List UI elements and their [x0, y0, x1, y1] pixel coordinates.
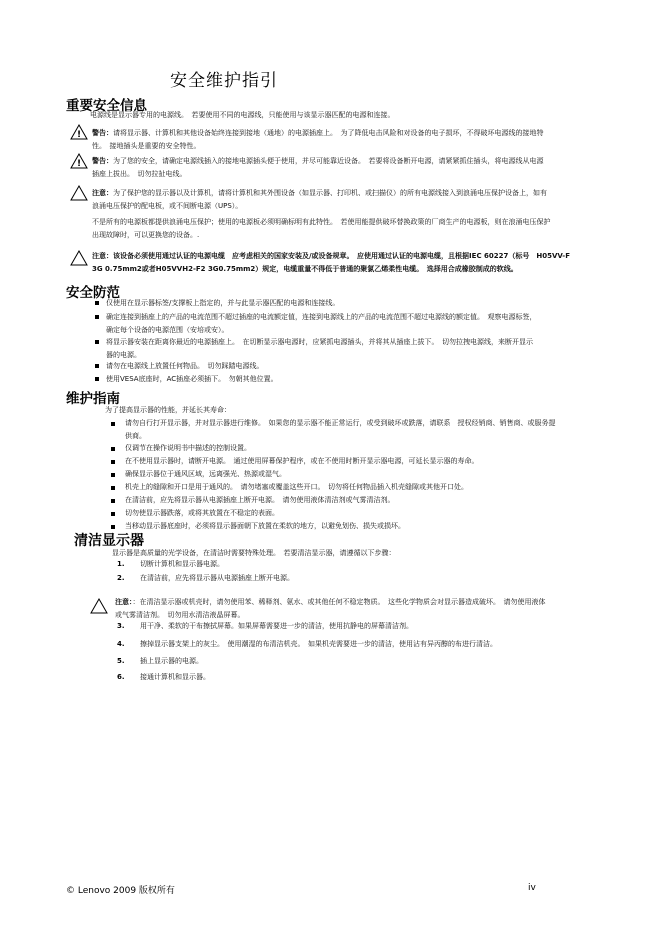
warning-1	[92, 127, 602, 152]
caution-triangle-icon	[70, 185, 88, 201]
bullet-icon	[111, 460, 115, 464]
list-item: 请勿自行打开显示器，并对显示器进行维修。 如果您的显示器不能正常运行，或受到破坏或跌落，请联系 授权经销商、销售商、或服务提 供商。	[125, 419, 556, 440]
step-text: 在清洁前，应先将显示器从电源插座上断开电源。	[140, 574, 294, 582]
list-item: 机壳上的缝隙和开口是用于通风的。 请勿堵塞或覆盖这些开口。 切勿将任何物品插入机壳缝隙或其他开口处。	[125, 483, 468, 491]
bullet-icon	[95, 377, 99, 381]
step-text: 用干净、柔软的干布擦拭屏幕。如果屏幕需要进一步的清洁，使用抗静电的屏幕清洁剂。	[140, 622, 413, 630]
caution-triangle-icon	[70, 250, 88, 266]
list-item: 请勿在电源线上放置任何物品。 切勿踩踏电源线。	[106, 362, 264, 370]
bullet-icon	[111, 512, 115, 516]
step-number: 2.	[117, 574, 125, 582]
warning-2	[92, 155, 602, 180]
step-number: 3.	[117, 622, 125, 630]
section-heading-precautions: 安全防范	[66, 285, 120, 301]
svg-text:!: !	[76, 159, 82, 169]
list-item: 确定连接到插座上的产品的电流范围不超过插座的电流额定值，连接到电源线上的产品的电流范围不超过电源线的额定值。 观察电源标签， 确定每个设备的电源范围（安培或安）。	[106, 313, 537, 334]
section-heading-important-safety: 重要安全信息	[66, 98, 147, 114]
list-item: 当移动显示器底座时，必须将显示器面朝下放置在柔软的地方，以避免划伤、损失或损坏。	[125, 522, 405, 530]
caution-text-cont: 3G 0.75mm2或者H05VVH2-F2 3G0.75mm2）规定，电缆重量不得低于普通的聚氯乙烯柔性电缆。 选择用合成橡胶制成的软线。	[92, 264, 518, 273]
caution-label: 注意：	[92, 252, 113, 260]
list-item: 将显示器安装在距离你最近的电源插座上。 在切断显示器电源时，应紧抓电源插头，并将其从插座上拔下。 切勿拉拽电源线，来断开显示 器的电源。	[106, 338, 533, 359]
step-number: 5.	[117, 657, 125, 665]
svg-text:!: !	[76, 130, 82, 140]
surge-paragraph: 不是所有的电源板都提供浪涌电压保护；使用的电源板必须明确标明有此特性。 若使用能提供破坏替换政策的厂商生产的电源板，则在浪涌电压保护 出现故障时，可以更换您的设备。.	[92, 218, 551, 239]
list-item: 使用VESA底座时，AC插座必须插下。 勿朝其他位置。	[106, 375, 278, 383]
step-text: 擦掉显示器支架上的灰尘。 使用潮湿的布清洁机壳。 如果机壳需要进一步的清洁，使用沾有异丙醇的布进行清洁。	[140, 640, 497, 648]
bullet-icon	[95, 315, 99, 319]
section-intro: 电源线是显示器专用的电源线。 若要使用不同的电源线，只能使用与该显示器匹配的电源和连接。	[90, 111, 395, 119]
section-heading-cleaning: 清洁显示器	[74, 533, 144, 549]
page-number: iv	[528, 883, 536, 893]
bullet-icon	[95, 364, 99, 368]
caution-triangle-icon	[90, 598, 108, 614]
bullet-icon	[111, 447, 115, 451]
step-text: 插上显示器的电源。	[140, 657, 203, 665]
section-heading-maintenance: 维护指南	[66, 391, 120, 407]
cleaning-caution	[115, 596, 615, 621]
caution-text-cont: 或气雾清洁剂。 切勿用水清洁液晶屏幕。	[115, 610, 245, 619]
step-number: 1.	[117, 560, 125, 568]
caution-label: 注意：	[115, 598, 133, 606]
step-number: 6.	[117, 673, 125, 681]
step-text: 接通计算机和显示器。	[140, 673, 210, 681]
step-text: 切断计算机和显示器电源。	[140, 560, 224, 568]
caution-1	[92, 187, 602, 212]
bullet-icon	[111, 422, 115, 426]
warning-label: 警告：	[92, 157, 113, 165]
caution-text-cont: 浪涌电压保护的配电板，或不间断电源（UPS）。	[92, 201, 243, 210]
caution-label: 注意：	[92, 189, 113, 197]
list-item: 确保显示器位于通风区域，远离强光、热源或湿气。	[125, 470, 286, 478]
bullet-icon	[111, 473, 115, 477]
list-item: 仅使用在显示器标签/支撑板上指定的，并与此显示器匹配的电源和连接线。	[106, 299, 340, 307]
warning-triangle-icon	[70, 153, 88, 169]
list-item: 切勿使显示器跌落，或将其放置在不稳定的表面。	[125, 509, 279, 517]
warning-text: 为了您的安全，请确定电源线插入的接地电源插头便于使用，并尽可能靠近设备。 若要将设备断开电源，请紧紧抓住插头，将电源线从电源	[113, 157, 544, 165]
warning-triangle-icon	[70, 124, 88, 140]
bullet-icon	[95, 301, 99, 305]
warning-text-cont: 插座上拔出。 切勿拉扯电线。	[92, 169, 187, 178]
bullet-icon	[95, 340, 99, 344]
bullet-icon	[111, 499, 115, 503]
page-title: 安全维护指引	[170, 71, 278, 91]
bullet-icon	[111, 486, 115, 490]
section-intro: 显示器是高质量的光学设备，在清洁时需要特殊处理。 若要清洁显示器，请遵循以下步骤：	[112, 549, 396, 557]
caution-text: 该设备必须使用通过认证的电源电缆 应考虑相关的国家安装及/或设备规章。 应使用通过认证的电源电缆，且根据IEC 60227（标号 H05VV-F	[113, 252, 570, 260]
caution-text: 为了保护您的显示器以及计算机，请将计算机和其外围设备（如显示器、打印机、或扫描仪）的所有电源线接入到浪涌电压保护设备上，如有	[113, 189, 547, 197]
caution-2	[92, 250, 612, 275]
list-item: 在不使用显示器时，请断开电源。 通过使用屏幕保护程序，或在不使用时断开显示器电源，可延长显示器的寿命。	[125, 457, 479, 465]
bullet-icon	[111, 525, 115, 529]
list-item: 在清洁前，应先将显示器从电源插座上断开电源。 请勿使用液体清洁剂或气雾清洁剂。	[125, 496, 395, 504]
list-item: 仅调节在操作说明书中描述的控制设置。	[125, 444, 251, 452]
section-intro: 为了提高显示器的性能，并延长其寿命：	[105, 406, 231, 414]
caution-text: ：在清洁显示器或机壳时，请勿使用苯、稀释剂、氨水、或其他任何不稳定物质。 这些化学物质会对显示器造成破坏。 请勿使用液体	[132, 598, 546, 606]
warning-label: 警告：	[92, 129, 113, 137]
warning-text: 请将显示器、计算机和其他设备始终连接到接地（通地）的电源插座上。 为了降低电击风险和对设备的电子损坏，不得破坏电源线的接地特	[113, 129, 544, 137]
copyright: © Lenovo 2009 版权所有	[66, 886, 175, 896]
warning-text-cont: 性。 接地插头是重要的安全特性。	[92, 141, 201, 150]
step-number: 4.	[117, 640, 125, 648]
